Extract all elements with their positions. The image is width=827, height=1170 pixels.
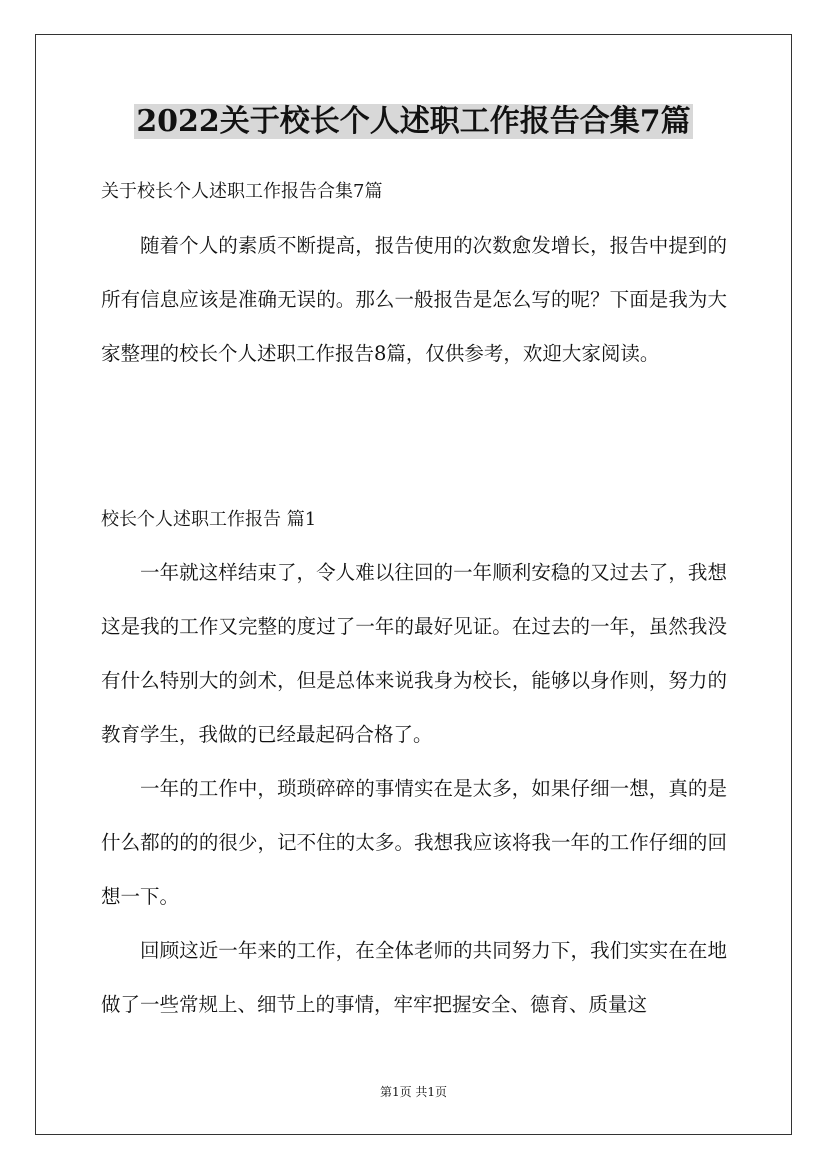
intro-paragraph: 随着个人的素质不断提高，报告使用的次数愈发增长，报告中提到的所有信息应该是准确无误的。那么一般报告是怎么写的呢？下面是我为大家整理的校长个人述职工作报告8篇，仅供参考，欢迎大家阅读。 bbox=[101, 234, 727, 365]
body-paragraph-1: 一年就这样结束了，令人难以往回的一年顺利安稳的又过去了，我想这是我的工作又完整的度过了一年的最好见证。在过去的一年，虽然我没有什么特别大的剑术，但是总体来说我身为校长，能够以身作则，努力的教育学生，我做的已经最起码合格了。 bbox=[101, 561, 727, 746]
document-title-text: 2022关于校长个人述职工作报告合集7篇 bbox=[136, 104, 691, 139]
section-heading: 校长个人述职工作报告 篇1 bbox=[101, 509, 317, 530]
document-title bbox=[0, 100, 827, 144]
body-paragraph-2: 一年的工作中，琐琐碎碎的事情实在是太多，如果仔细一想，真的是什么都的的的很少，记不住的太多。我想我应该将我一年的工作仔细的回想一下。 bbox=[101, 777, 727, 908]
document-subtitle: 关于校长个人述职工作报告合集7篇 bbox=[101, 181, 383, 202]
body-paragraph-3: 回顾这近一年来的工作，在全体老师的共同努力下，我们实实在在地做了一些常规上、细节上的事情，牢牢把握安全、德育、质量这 bbox=[101, 939, 727, 1016]
page-footer: 第1页 共1页 bbox=[379, 1085, 448, 1099]
